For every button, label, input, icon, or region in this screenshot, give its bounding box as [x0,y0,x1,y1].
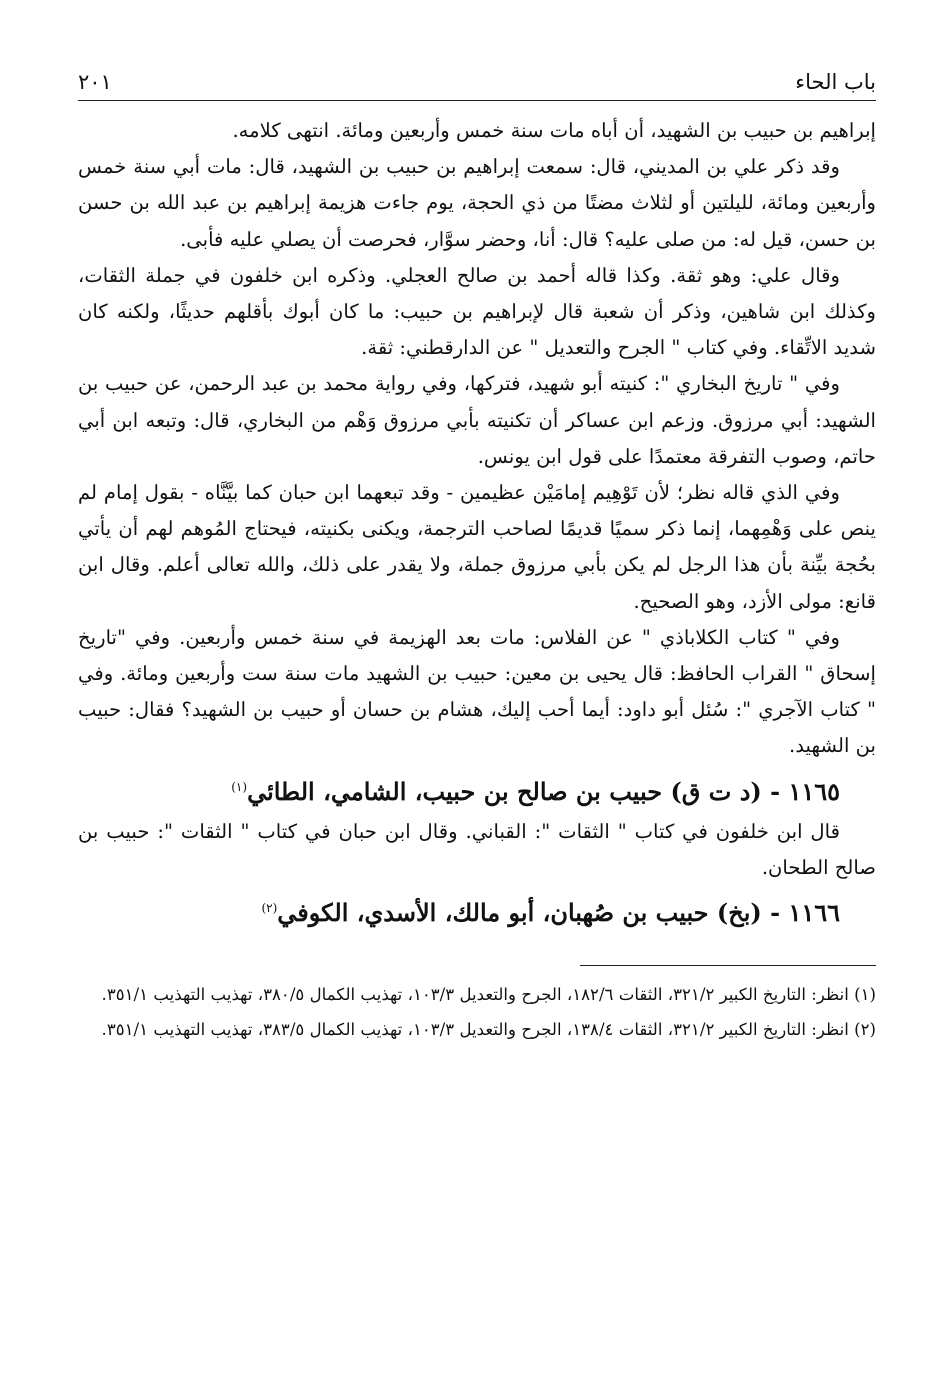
paragraph: وفي " كتاب الكلاباذي " عن الفلاس: مات بعد الهزيمة في سنة خمس وأربعين. وفي "تاريخ إسحاق " القراب الحافظ: قال يحيى بن معين: حبيب بن الشهيد مات سنة ست وأربعين ومائة. وفي " كتاب الآجري ": سُئل أبو داود: أيما أحب إليك، هشام بن حسان أو حبيب بن الشهيد؟ فقال: حبيب بن الشهيد. [78,625,876,758]
footnote-ref: (٢) [261,901,278,916]
paragraph: وفي " تاريخ البخاري ": كنيته أبو شهيد، فتركها، وفي رواية محمد بن عبد الرحمن، عن حبيب بن الشهيد: أبي مرزوق. وزعم ابن عساكر أن تكنيته بأبي مرزوق وَهْم من البخاري، قال: وتبعه ابن أبي حاتم، وصوب التفرقة معتمدًا على قول ابن يونس. [78,372,876,468]
paragraph: إبراهيم بن حبيب بن الشهيد، أن أباه مات سنة خمس وأربعين ومائة. انتهى كلامه. [232,119,876,142]
page-number: ٢٠١ [78,70,112,94]
entry-heading-1165 [78,765,876,814]
main-text [78,113,876,935]
footnotes [78,980,876,1044]
book-page [78,60,876,1350]
paragraph: وقال علي: وهو ثقة. وكذا قاله أحمد بن صالح العجلي. وذكره ابن خلفون في جملة الثقات، وكذلك ابن شاهين، وذكر أن شعبة قال لإبراهيم بن حبيب: ما كان أبوك بأقلهم حديثًا، ولكنه كان شديد الاتِّقاء. وفي كتاب " الجرح والتعديل " عن الدارقطني: ثقة. [78,263,876,360]
footnote-divider [580,965,876,966]
paragraph: وفي الذي قاله نظر؛ لأن تَوْهِيم إمامَيْن عظيمين - وقد تبعهما ابن حبان كما بيَّنَّاه - بقول إمام لم ينص على وَهْمِهما، إنما ذكر سميًا قديمًا لصاحب الترجمة، ويكنى بكنيته، فيحتاج المُوهم لهم أن يأتي بحُجة بيِّنة بأن هذا الرجل لم يكن بأبي مرزوق جملة، ولا يقدر على ذلك، والله تعالى أعلم. وقال ابن قانع: مولى الأزد، وهو الصحيح. [78,481,876,613]
entry-heading-text: ١١٦٦ - (بخ) حبيب بن صُهبان، أبو مالك، الأسدي، الكوفي [277,898,840,928]
footnote: (١) انظر: التاريخ الكبير ٣٢١/٢، الثقات ١٨٢/٦، الجرح والتعديل ١٠٣/٣، تهذيب الكمال ٣٨٠/٥، تهذيب التهذيب ٣٥١/١. [101,985,876,1005]
footnote: (٢) انظر: التاريخ الكبير ٣٢١/٢، الثقات ١٣٨/٤، الجرح والتعديل ١٠٣/٣، تهذيب الكمال ٣٨٣/٥، تهذيب التهذيب ٣٥١/١. [101,1020,876,1040]
page-header [78,60,876,101]
entry-heading-text: ١١٦٥ - (د ت ق) حبيب بن صالح بن حبيب، الشامي، الطائي [247,776,840,806]
entry-text-1165: قال ابن خلفون في كتاب " الثقات ": القباني. وقال ابن حبان في كتاب " الثقات ": حبيب بن صالح الطحان. [78,819,876,879]
paragraph: وقد ذكر علي بن المديني، قال: سمعت إبراهيم بن حبيب بن الشهيد، قال: مات أبي سنة خمس وأربعين ومائة، لليلتين أو لثلاث مضتًا من ذي الحجة، يوم جاءت هزيمة إبراهيم بن عبد الله بن حسن بن حسن، قيل له: من صلى عليه؟ قال: أنا، وحضر سوَّار، فحرصت أن يصلي عليه فأبى. [78,155,876,251]
footnote-ref: (١) [231,779,248,794]
chapter-title: باب الحاء [795,70,876,94]
entry-heading-1166 [78,886,876,935]
